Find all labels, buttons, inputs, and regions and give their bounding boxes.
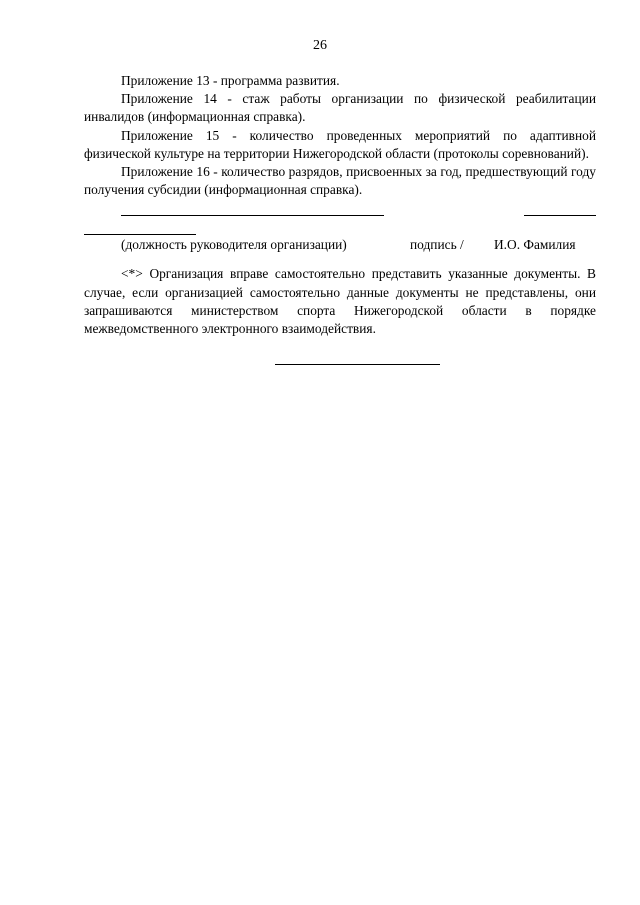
page-number: 26 [313,38,327,53]
appendix-13-paragraph: Приложение 13 - программа развития. [121,73,340,88]
signature-block [84,202,596,262]
signature-label: подпись / [410,237,464,253]
position-label: (должность руководителя организации) [121,237,347,253]
signature-labels [84,236,596,256]
position-signature-line [121,215,384,216]
appendix-14-paragraph: Приложение 14 - стаж работы организации по физической реабилитации инвалидов (информационная справка). [84,91,596,125]
name-label: И.О. Фамилия [494,237,576,253]
end-separator-line [275,364,440,365]
appendix-16-paragraph: Приложение 16 - количество разрядов, присвоенных за год, предшествующий году получения субсидии (информационная справка). [84,164,596,198]
footnote-paragraph: <*> Организация вправе самостоятельно представить указанные документы. В случае, если организацией самостоятельно данные документы не представлены, они запрашиваются министерством спорта Нижегородской области в порядке межведомственного электронного взаимодействия. [84,266,596,337]
position-signature-line-continued [84,234,196,235]
document-body [84,72,596,338]
appendix-15-paragraph: Приложение 15 - количество проведенных мероприятий по адаптивной физической культуре на территории Нижегородской области (протоколы соревнований). [84,127,596,161]
signature-line [524,215,596,216]
